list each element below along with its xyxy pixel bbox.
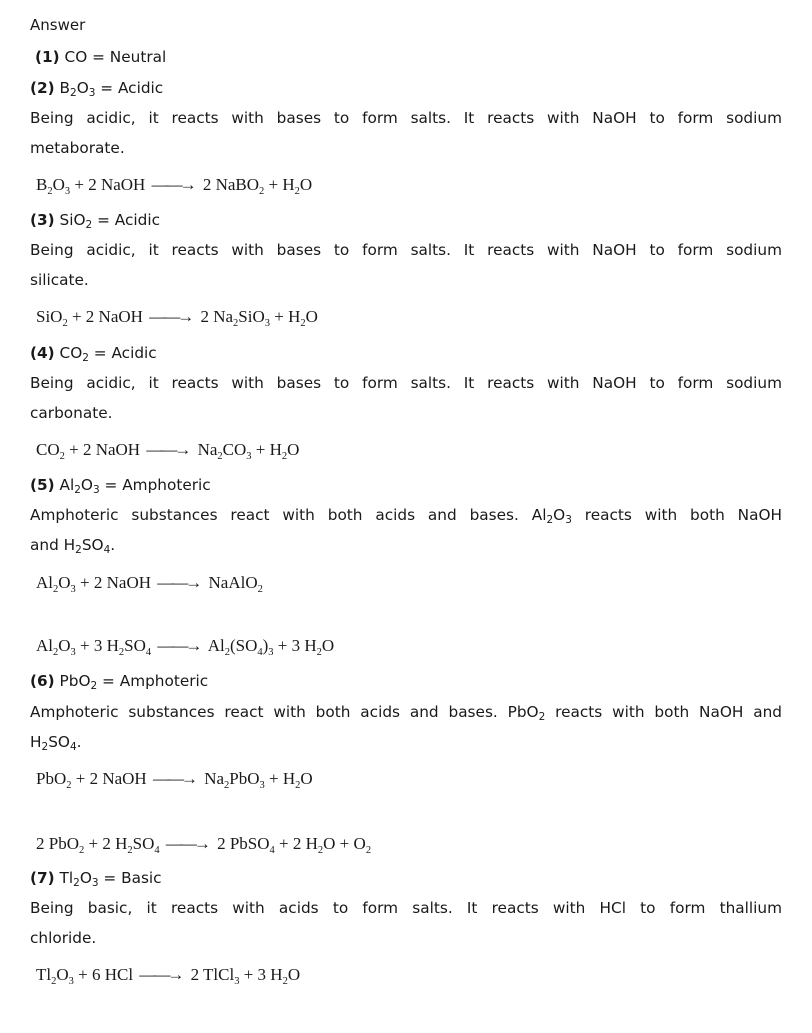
item-7-heading: (7) $Tl_2O_3$ = Basic bbox=[30, 869, 162, 889]
item-6-explanation: Amphoteric substances react with both acids and bases. PbO$_2$ reacts with both NaOH and $H_2SO_4$. bbox=[30, 703, 783, 753]
oxide-type: Acidic bbox=[117, 79, 164, 97]
item-2-explanation: Being acidic, it reacts with bases to form salts. It reacts with NaOH to form sodium metaborate. bbox=[30, 109, 782, 157]
item-number: (3) bbox=[30, 211, 55, 229]
item-4-heading: (4) $CO_2$ = Acidic bbox=[30, 344, 157, 364]
item-3-explanation: Being acidic, it reacts with bases to form salts. It reacts with NaOH to form sodium silicate. bbox=[30, 241, 782, 289]
equation: $B_2O_3 + 2$ NaOH ——→ 2 NaBO$_2$ + $H_2O$ bbox=[36, 175, 313, 197]
item-5-heading: (5) $Al_2O_3$ = Amphoteric bbox=[30, 476, 211, 496]
equation: $Tl_2O_3 + 6$ HCl ——→ 2 TlCl$_3$ + 3 $H_2O$ bbox=[36, 965, 301, 987]
item-1-heading: (1) CO = Neutral bbox=[35, 48, 167, 66]
oxide-formula: $B_2O_3$ bbox=[59, 79, 96, 99]
oxide-type: Amphoteric bbox=[119, 672, 209, 690]
oxide-formula: $Tl_2O_3$ bbox=[59, 869, 99, 889]
item-5-explanation: Amphoteric substances react with both acids and bases. $Al_2O_3$ reacts with both NaOH and $H_2SO_4$. bbox=[30, 506, 783, 556]
equation: $Al_2O_3 + 2$ NaOH ——→ NaAlO$_2$ bbox=[36, 573, 263, 595]
item-number: (2) bbox=[30, 79, 55, 97]
oxide-type: Amphoteric bbox=[122, 476, 211, 494]
oxide-type: Acidic bbox=[111, 344, 157, 362]
item-6-heading: (6) PbO$_2$ = Amphoteric bbox=[30, 672, 209, 692]
item-7-explanation: Being basic, it reacts with acids to form salts. It reacts with HCl to form thallium chloride. bbox=[30, 899, 782, 947]
oxide-formula: PbO$_2$ bbox=[59, 672, 98, 692]
item-number: (7) bbox=[30, 869, 55, 887]
equation: SiO$_2$ + 2 NaOH ——→ 2 $Na_2SiO_3 + H_2O$ bbox=[36, 307, 318, 329]
answer-heading: Answer bbox=[30, 16, 86, 34]
oxide-formula: SiO$_2$ bbox=[59, 211, 93, 231]
item-2-heading: (2) $B_2O_3$ = Acidic bbox=[30, 79, 164, 99]
equation: $Al_2O_3 + 3$ $H_2SO_4$ ——→ $Al_2(SO_4)_3 + 3$ $H_2O$ bbox=[36, 636, 335, 658]
oxide-type: Neutral bbox=[109, 48, 167, 66]
oxide-formula: $CO_2$ bbox=[59, 344, 89, 364]
item-number: (5) bbox=[30, 476, 55, 494]
oxide-type: Basic bbox=[121, 869, 162, 887]
item-number: (1) bbox=[35, 48, 60, 66]
item-number: (4) bbox=[30, 344, 55, 362]
oxide-formula: $Al_2O_3$ bbox=[59, 476, 100, 496]
item-4-explanation: Being acidic, it reacts with bases to form salts. It reacts with NaOH to form sodium carbonate. bbox=[30, 374, 782, 422]
item-number: (6) bbox=[30, 672, 55, 690]
oxide-type: Acidic bbox=[114, 211, 160, 229]
equation: PbO$_2$ + 2 NaOH ——→ $Na_2PbO_3 + H_2O$ bbox=[36, 769, 313, 791]
oxide-formula: CO bbox=[64, 48, 88, 66]
item-3-heading: (3) SiO$_2$ = Acidic bbox=[30, 211, 160, 231]
equation: 2 PbO$_2$ + 2 $H_2SO_4$ ——→ 2 PbSO$_4$ + 2 $H_2O + O_2$ bbox=[36, 834, 372, 856]
equation: $CO_2 + 2$ NaOH ——→ $Na_2CO_3 + H_2O$ bbox=[36, 440, 300, 462]
